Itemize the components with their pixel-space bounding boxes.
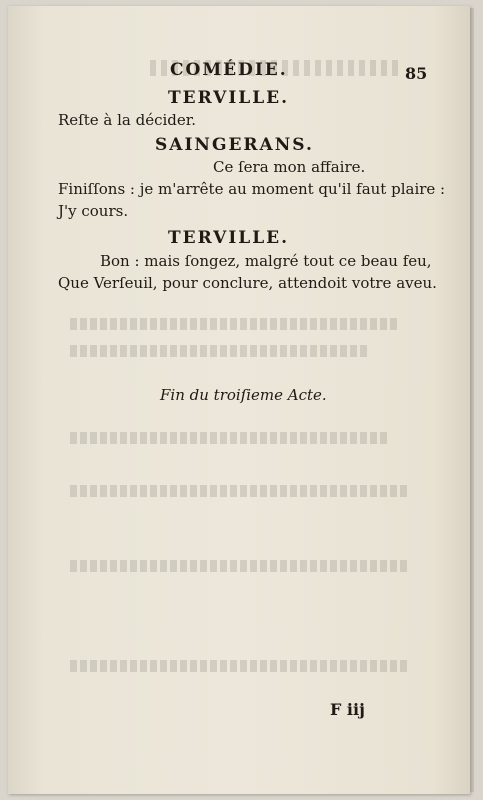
bleed-through-mark — [70, 485, 410, 497]
page-number: 85 — [405, 64, 428, 83]
speaker-name: TERVILLE. — [168, 228, 290, 248]
signature-mark: F iij — [330, 700, 365, 719]
verse-line: Bon : mais ſongez, malgré tout ce beau feu, — [100, 252, 432, 270]
bleed-through-mark — [70, 318, 400, 330]
act-end-caption: Fin du troiſieme Acte. — [160, 386, 327, 404]
bleed-through-mark — [70, 560, 410, 572]
bleed-through-mark — [70, 660, 410, 672]
speaker-name: TERVILLE. — [168, 88, 290, 108]
verse-line: Ce ſera mon affaire. — [213, 158, 366, 176]
verse-line: Finiſſons : je m'arrête au moment qu'il faut plaire : — [58, 180, 446, 198]
bleed-through-mark — [70, 432, 390, 444]
running-head: COMÉDIE. — [170, 60, 288, 80]
page-edge — [470, 8, 474, 792]
speaker-name: SAINGERANS. — [155, 135, 314, 155]
verse-line: J'y cours. — [58, 202, 129, 220]
verse-line: Reſte à la décider. — [58, 111, 197, 129]
verse-line: Que Verſeuil, pour conclure, attendoit votre aveu. — [58, 274, 437, 292]
bleed-through-mark — [70, 345, 370, 357]
